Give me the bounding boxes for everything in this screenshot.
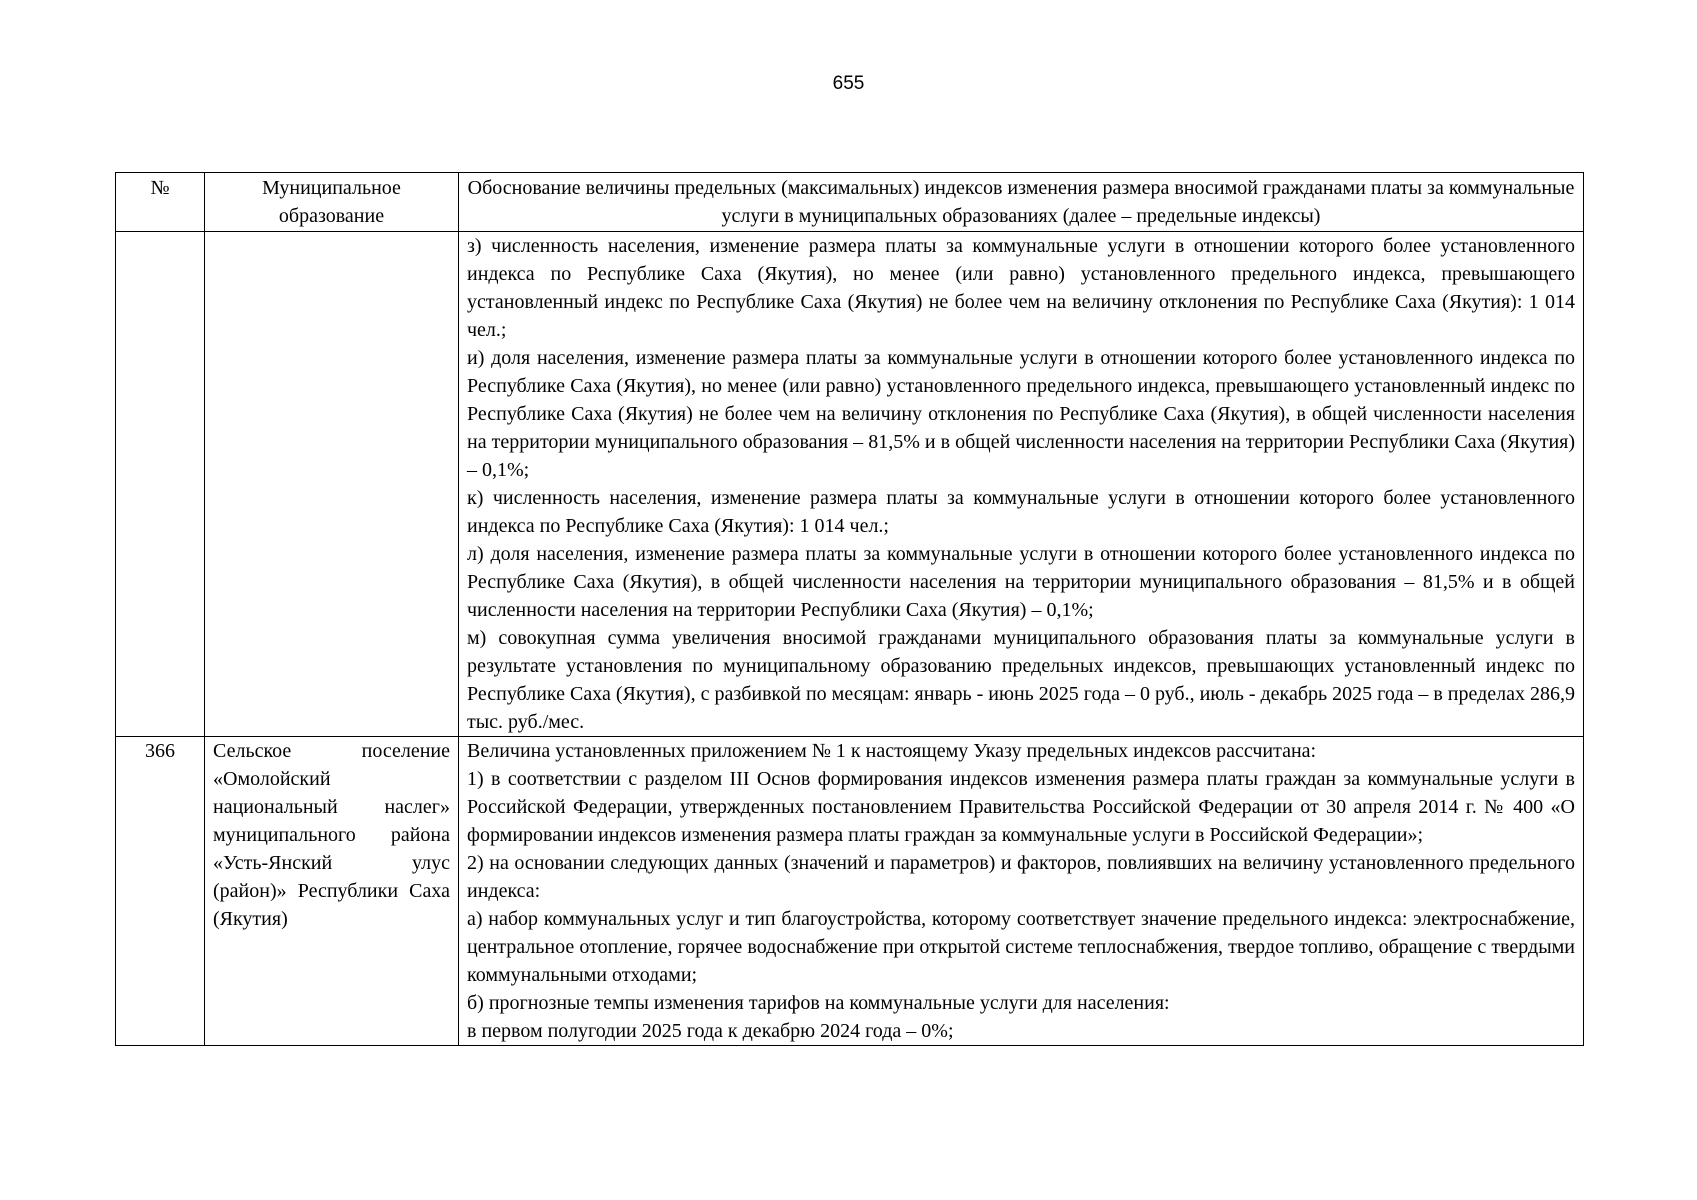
paragraph-m: м) совокупная сумма увеличения вносимой гражданами муниципального образования платы за коммунальные услуги в результате установления по муниципальному образованию предельных индексов, превышающих установленный индекс по Республике Саха (Якутия), с разбивкой по месяцам: январь - июнь 2025 года – 0 руб., июль - декабрь 2025 года – в пределах 286,9 тыс. руб./мес. [467,627,1575,733]
table-header-row [116,173,1584,232]
row-justification [459,232,1584,737]
paragraph-intro: Величина установленных приложением № 1 к настоящему Указу предельных индексов рассчитана: [467,740,1317,762]
row-number: 366 [116,737,205,1046]
table-row [116,737,1584,1046]
tariff-index-table [115,172,1584,1046]
page-number: 655 [832,73,865,94]
paragraph-2: 2) на основании следующих данных (значений и параметров) и факторов, повлиявших на величину установленного предельного индекса: [467,852,1575,902]
row-municipality: Сельское поселение «Омолойский национальный наслег» муниципального района «Усть-Янский улус (район)» Республики Саха (Якутия) [205,737,459,1046]
row-justification [459,737,1584,1046]
paragraph-k: к) численность населения, изменение размера платы за коммунальные услуги в отношении которого более установленного индекса по Республике Саха (Якутия): 1 014 чел.; [467,487,1575,537]
table-row [116,232,1584,737]
paragraph-b: б) прогнозные темпы изменения тарифов на коммунальные услуги для населения: [467,992,1170,1014]
paragraph-l: л) доля населения, изменение размера платы за коммунальные услуги в отношении которого более установленного индекса по Республике Саха (Якутия), в общей численности населения на территории муниципального образования – 81,5% и в общей численности населения на территории Республики Саха (Якутия) – 0,1%; [467,543,1575,621]
row-number [116,232,205,737]
header-number: № [116,173,205,232]
paragraph-1: 1) в соответствии с разделом III Основ формирования индексов изменения размера платы граждан за коммунальные услуги в Российской Федерации, утвержденных постановлением Правительства Российской Федерации от 30 апреля 2014 г. № 400 «О формировании индексов изменения размера платы граждан за коммунальные услуги в Российской Федерации»; [467,768,1575,846]
paragraph-i: и) доля населения, изменение размера платы за коммунальные услуги в отношении которого более установленного индекса по Республике Саха (Якутия), но менее (или равно) установленного предельного индекса, превышающего установленный индекс по Республике Саха (Якутия) не более чем на величину отклонения по Республике Саха (Якутия), в общей численности населения на территории муниципального образования – 81,5% и в общей численности населения на территории Республики Саха (Якутия) – 0,1%; [467,347,1575,481]
paragraph-a: а) набор коммунальных услуг и тип благоустройства, которому соответствует значение предельного индекса: электроснабжение, центральное отопление, горячее водоснабжение при открытой системе теплоснабжения, твердое топливо, обращение с твердыми коммунальными отходами; [467,908,1575,986]
row-municipality [205,232,459,737]
header-justification: Обоснование величины предельных (максимальных) индексов изменения размера вносимой гражданами платы за коммунальные услуги в муниципальных образованиях (далее – предельные индексы) [459,173,1584,232]
paragraph-b-detail: в первом полугодии 2025 года к декабрю 2024 года – 0%; [467,1020,954,1042]
header-municipality: Муниципальное образование [205,173,459,232]
paragraph-z: з) численность населения, изменение размера платы за коммунальные услуги в отношении которого более установленного индекса по Республике Саха (Якутия), но менее (или равно) установленного предельного индекса, превышающего установленный индекс по Республике Саха (Якутия) не более чем на величину отклонения по Республике Саха (Якутия): 1 014 чел.; [467,235,1575,341]
